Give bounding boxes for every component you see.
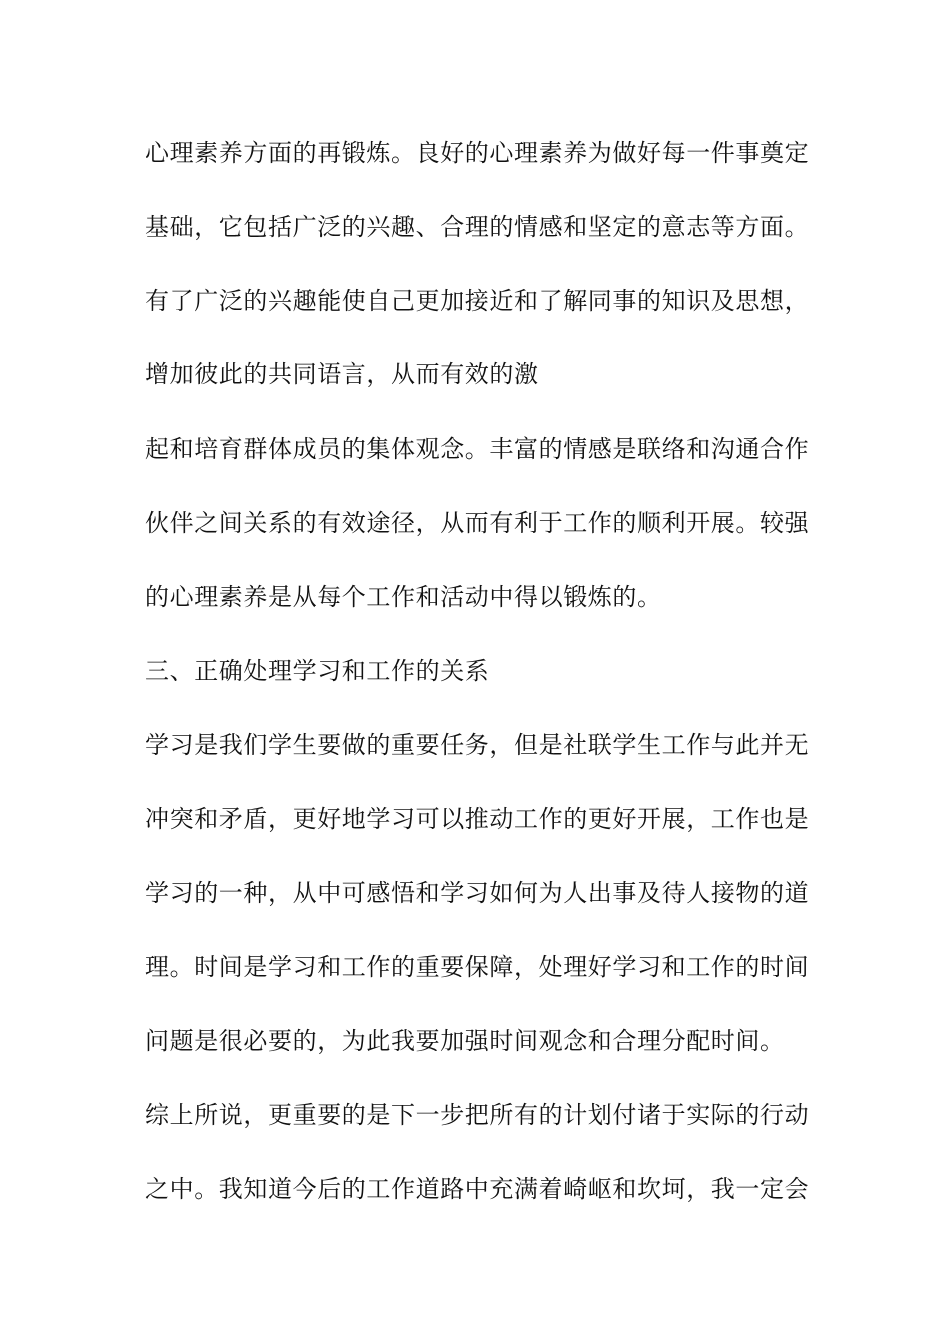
paragraph-line: 之中。我知道今后的工作道路中充满着崎岖和坎坷，我一定会 bbox=[145, 1175, 810, 1203]
section-heading: 三、正确处理学习和工作的关系 bbox=[145, 657, 490, 685]
paragraph-line: 学习是我们学生要做的重要任务，但是社联学生工作与此并无 bbox=[145, 731, 810, 759]
paragraph-line: 的心理素养是从每个工作和活动中得以锻炼的。 bbox=[145, 583, 662, 611]
paragraph-line: 起和培育群体成员的集体观念。丰富的情感是联络和沟通合作 bbox=[145, 435, 810, 463]
paragraph-line: 基础，它包括广泛的兴趣、合理的情感和坚定的意志等方面。 bbox=[145, 213, 810, 241]
paragraph-line: 增加彼此的共同语言，从而有效的激 bbox=[145, 360, 539, 388]
paragraph-line: 理。时间是学习和工作的重要保障，处理好学习和工作的时间 bbox=[145, 953, 810, 981]
paragraph-line: 冲突和矛盾，更好地学习可以推动工作的更好开展，工作也是 bbox=[145, 805, 810, 833]
paragraph-line: 学习的一种，从中可感悟和学习如何为人出事及待人接物的道 bbox=[145, 879, 810, 907]
paragraph-line: 问题是很必要的，为此我要加强时间观念和合理分配时间。 bbox=[145, 1027, 785, 1055]
paragraph-line: 心理素养方面的再锻炼。良好的心理素养为做好每一件事奠定 bbox=[145, 139, 810, 167]
paragraph-line: 伙伴之间关系的有效途径，从而有利于工作的顺利开展。较强 bbox=[145, 509, 810, 537]
paragraph-line: 有了广泛的兴趣能使自己更加接近和了解同事的知识及思想， bbox=[145, 287, 810, 315]
paragraph-line: 综上所说，更重要的是下一步把所有的计划付诸于实际的行动 bbox=[145, 1101, 810, 1129]
